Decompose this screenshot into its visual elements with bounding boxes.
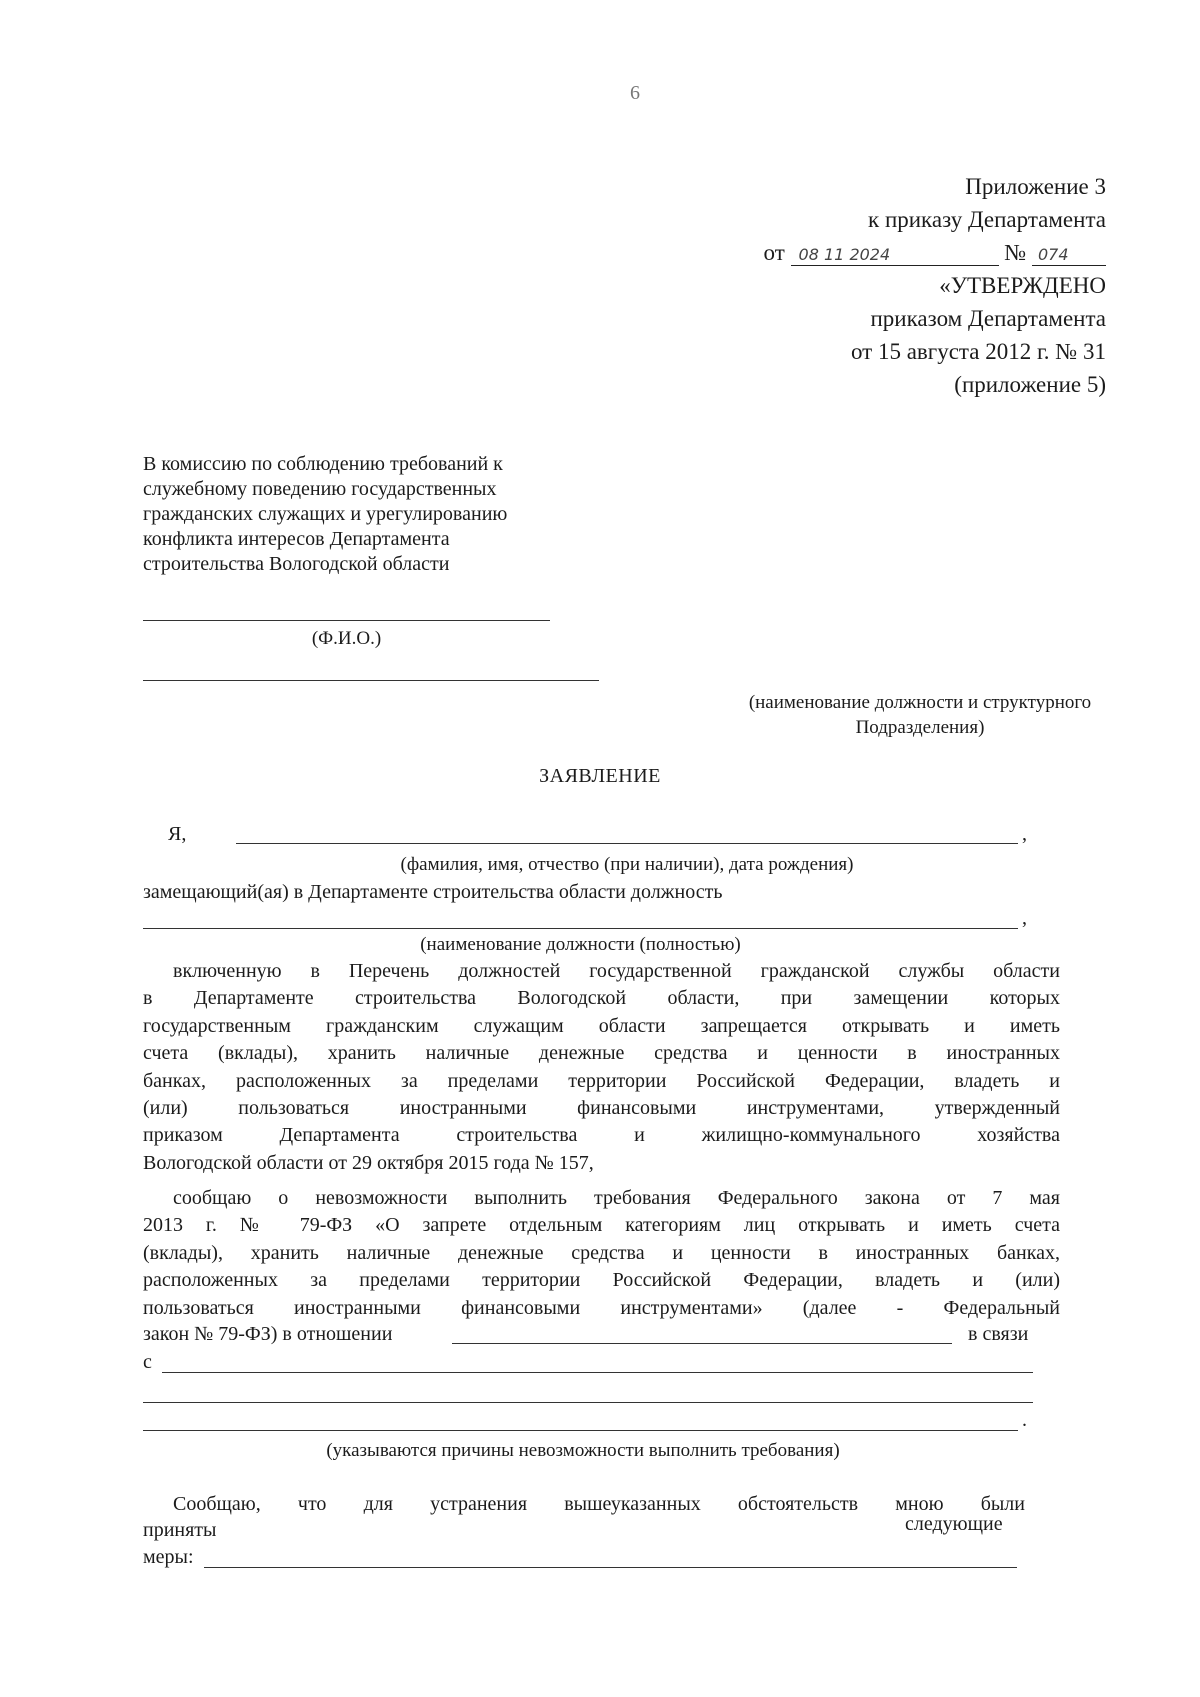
fio-field[interactable] <box>143 620 550 621</box>
approved-heading: «УТВЕРЖДЕНО <box>939 273 1106 298</box>
fio-caption: (Ф.И.О.) <box>311 628 382 649</box>
fullname-caption: (фамилия, имя, отчество (при наличии), дата рождения) <box>400 854 854 875</box>
position-full-comma: , <box>1022 907 1027 929</box>
p1-line-7: приказом Департамента строительства и жилищно-коммунального хозяйства <box>143 1124 1060 1147</box>
p1-line-6: (или) пользоваться иностранными финансовыми инструментами, утвержденный <box>143 1097 1060 1120</box>
reason-field-2[interactable] <box>143 1402 1033 1403</box>
paragraph-perechen <box>143 958 1060 1177</box>
fullname-field[interactable] <box>236 843 1018 844</box>
position-caption-line-1: (наименование должности и структурного <box>748 692 1092 713</box>
position-field[interactable] <box>143 680 599 681</box>
approved-appendix: (приложение 5) <box>954 372 1106 397</box>
p2-line-4: расположенных за пределами территории Российской Федерации, владеть и (или) <box>143 1269 1060 1292</box>
reason-period: . <box>1022 1409 1027 1431</box>
approved-by: приказом Департамента <box>870 306 1106 331</box>
fullname-comma: , <box>1022 823 1027 845</box>
appendix-header <box>764 170 1106 401</box>
replacing-text: замещающий(ая) в Департаменте строительства области должность <box>143 881 723 903</box>
regarding-field[interactable] <box>452 1343 952 1344</box>
appendix-date-number <box>764 236 1106 269</box>
p1-line-1: включенную в Перечень должностей государственной гражданской службы области <box>173 960 1060 982</box>
reasons-caption: (указываются причины невозможности выполнить требования) <box>326 1440 840 1461</box>
p2-line-1: сообщаю о невозможности выполнить требования Федерального закона от 7 мая <box>173 1187 1060 1209</box>
addressee-line-4: конфликта интересов Департамента <box>143 528 450 550</box>
p2-line-5: пользоваться иностранными финансовыми инструментами» (далее - Федеральный <box>143 1296 1060 1319</box>
with-label: с <box>143 1351 152 1373</box>
position-full-caption: (наименование должности (полностью) <box>420 934 741 955</box>
position-full-field[interactable] <box>143 928 1018 929</box>
paragraph-report <box>143 1185 1060 1322</box>
p1-line-4: счета (вклады), хранить наличные денежные средства и ценности в иностранных <box>143 1042 1060 1065</box>
p2-line-2: 2013 г. № 79-ФЗ «О запрете отдельным категориям лиц открывать и иметь счета <box>143 1214 1060 1237</box>
appendix-line-2: к приказу Департамента <box>868 207 1106 232</box>
measures-label: меры: <box>143 1546 194 1568</box>
p1-line-8: Вологодской области от 29 октября 2015 года № 157, <box>143 1151 594 1174</box>
addressee-line-2: служебному поведению государственных <box>143 478 497 500</box>
in-connection-text: в связи <box>968 1323 1029 1345</box>
position-caption <box>700 690 1140 740</box>
p1-line-3: государственным гражданским служащим области запрещается открывать и иметь <box>143 1014 1060 1037</box>
addressee-line-1: В комиссию по соблюдению требований к <box>143 453 503 475</box>
reason-field-3[interactable] <box>143 1430 1018 1431</box>
addressee-block <box>143 452 603 577</box>
page-number: 6 <box>630 82 640 104</box>
addressee-line-5: строительства Вологодской области <box>143 553 450 575</box>
reason-field-1[interactable] <box>162 1372 1033 1373</box>
p2-line-3: (вклады), хранить наличные денежные средства и ценности в иностранных банках, <box>143 1241 1060 1264</box>
from-label: от <box>763 240 785 265</box>
measures-accepted: приняты <box>143 1519 217 1541</box>
p1-line-2: в Департаменте строительства Вологодской области, при замещении которых <box>143 987 1060 1010</box>
approved-date: от 15 августа 2012 г. № 31 <box>850 339 1106 364</box>
regarding-text: закон № 79-ФЗ) в отношении <box>143 1323 393 1345</box>
addressee-line-3: гражданских служащих и урегулированию <box>143 503 508 525</box>
measures-field[interactable] <box>204 1567 1017 1568</box>
handwritten-number: 074 <box>1032 245 1106 266</box>
i-label: Я, <box>168 823 187 845</box>
position-caption-line-2: Подразделения) <box>855 717 985 738</box>
document-title: ЗАЯВЛЕНИЕ <box>539 765 661 787</box>
appendix-line-1: Приложение 3 <box>965 174 1106 199</box>
p1-line-5: банках, расположенных за пределами территории Российской Федерации, владеть и <box>143 1069 1060 1092</box>
number-label: № <box>1004 240 1027 265</box>
handwritten-date: 08 11 2024 <box>791 245 999 266</box>
measures-following: следующие <box>905 1513 1003 1535</box>
measures-line-1: Сообщаю, что для устранения вышеуказанных обстоятельств мною были <box>173 1493 1025 1515</box>
